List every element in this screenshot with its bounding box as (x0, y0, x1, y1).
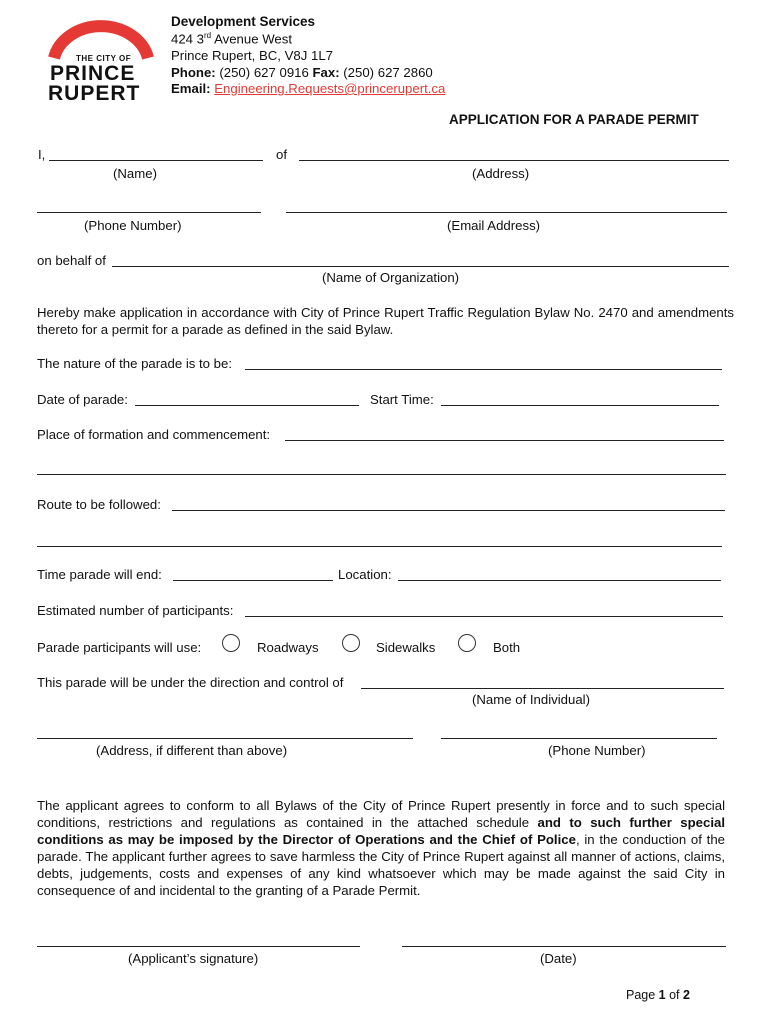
contact-phone-line (171, 65, 433, 80)
parade-date-field[interactable] (135, 388, 359, 406)
participants-field[interactable] (245, 599, 723, 617)
organization-field[interactable] (112, 249, 729, 267)
date-label: Date of parade: (37, 392, 128, 407)
nature-field[interactable] (245, 352, 722, 370)
phone-caption: (Phone Number) (84, 218, 182, 233)
page-total: 2 (683, 988, 690, 1002)
address-field[interactable] (299, 143, 729, 161)
place-label: Place of formation and commencement: (37, 427, 271, 442)
signature-caption: (Applicant’s signature) (128, 951, 259, 966)
start-label: Start Time: (370, 392, 434, 407)
director-phone-field[interactable] (441, 721, 717, 739)
email-caption: (Email Address) (447, 218, 541, 233)
form-title: APPLICATION FOR A PARADE PERMIT (449, 112, 699, 127)
nature-label: The nature of the parade is to be: (37, 356, 233, 371)
address-caption: (Address) (472, 166, 530, 181)
email-label: Email: (171, 81, 211, 96)
page-indicator (626, 988, 690, 1002)
page-label: Page (626, 988, 659, 1002)
logo-small-text: THE CITY OF (76, 54, 132, 63)
logo-line1: PRINCE (50, 62, 136, 85)
phone-value: (250) 627 0916 (215, 65, 313, 80)
email-field[interactable] (286, 195, 727, 213)
agreement-paragraph (37, 797, 725, 899)
page-of-label: of (665, 988, 683, 1002)
start-time-field[interactable] (441, 388, 719, 406)
name-caption: (Name) (113, 166, 157, 181)
street-number: 424 3 (171, 31, 205, 47)
use-label: Parade participants will use: (37, 640, 202, 655)
sidewalks-label: Sidewalks (376, 640, 436, 655)
agreement-bold: and to such further special conditions as may be imposed by the Director of Operations and the Chief of Police (37, 815, 725, 847)
fax-value: (250) 627 2860 (339, 65, 433, 80)
logo-line2: RUPERT (48, 82, 141, 105)
sidewalks-radio[interactable] (342, 634, 360, 652)
end-time-field[interactable] (173, 563, 333, 581)
city-logo (46, 14, 156, 104)
participants-label: Estimated number of participants: (37, 603, 234, 618)
phone-field[interactable] (37, 195, 261, 213)
end-label: Time parade will end: (37, 567, 162, 582)
direction-label: This parade will be under the direction and control of (37, 675, 344, 690)
intro-paragraph: Hereby make application in accordance with City of Prince Rupert Traffic Regulation Bylaw No. 2470 and amendments thereto for a permit for a parade as defined in the said Bylaw. (37, 305, 734, 337)
email-link[interactable]: Engineering.Requests@princerupert.ca (214, 81, 446, 96)
location-label: Location: (338, 567, 392, 582)
place-field-2[interactable] (37, 457, 726, 475)
director-name-field[interactable] (361, 671, 724, 689)
org-caption: (Name of Organization) (322, 270, 460, 285)
phone-label: Phone: (171, 65, 216, 80)
street-name: Avenue West (211, 31, 293, 47)
director-address-field[interactable] (37, 721, 413, 739)
roadways-label: Roadways (257, 640, 319, 655)
route-field[interactable] (172, 493, 725, 511)
page-number: 1 (658, 988, 666, 1002)
street-suffix: rd (204, 31, 212, 40)
signature-field[interactable] (37, 929, 360, 947)
place-field[interactable] (285, 423, 724, 441)
city-line: Prince Rupert, BC, V8J 1L7 (171, 48, 333, 63)
both-radio[interactable] (458, 634, 476, 652)
location-field[interactable] (398, 563, 721, 581)
roadways-radio[interactable] (222, 634, 240, 652)
address-diff-caption: (Address, if different than above) (96, 743, 288, 758)
street-address (171, 31, 292, 46)
date-caption: (Date) (540, 951, 577, 966)
agreement-part1: The applicant agrees to conform to all Bylaws of the City of Prince Rupert presently in force and to such special conditions, restrictions and regulations as contained in the attached schedule (37, 798, 725, 830)
phone-caption-2: (Phone Number) (548, 743, 646, 758)
both-label: Both (493, 640, 521, 655)
name-field[interactable] (49, 143, 263, 161)
route-field-2[interactable] (37, 529, 722, 547)
sign-date-field[interactable] (402, 929, 726, 947)
agreement-part2: , in the conduction of the parade. The applicant further agrees to save harmless the City of Prince Rupert against all manner of actions, claims, debts, judgements, costs and expenses of any kind whatsoever which may be made against the said City in consequence of and incidental to the granting of a Parade Permit. (37, 832, 725, 898)
of-label: of (276, 147, 287, 162)
individual-caption: (Name of Individual) (472, 692, 591, 707)
contact-email-line (171, 81, 445, 96)
behalf-label: on behalf of (37, 253, 106, 268)
i-label: I, (38, 147, 46, 162)
fax-label: Fax: (312, 65, 340, 80)
route-label: Route to be followed: (37, 497, 161, 512)
org-name: Development Services (171, 14, 316, 29)
